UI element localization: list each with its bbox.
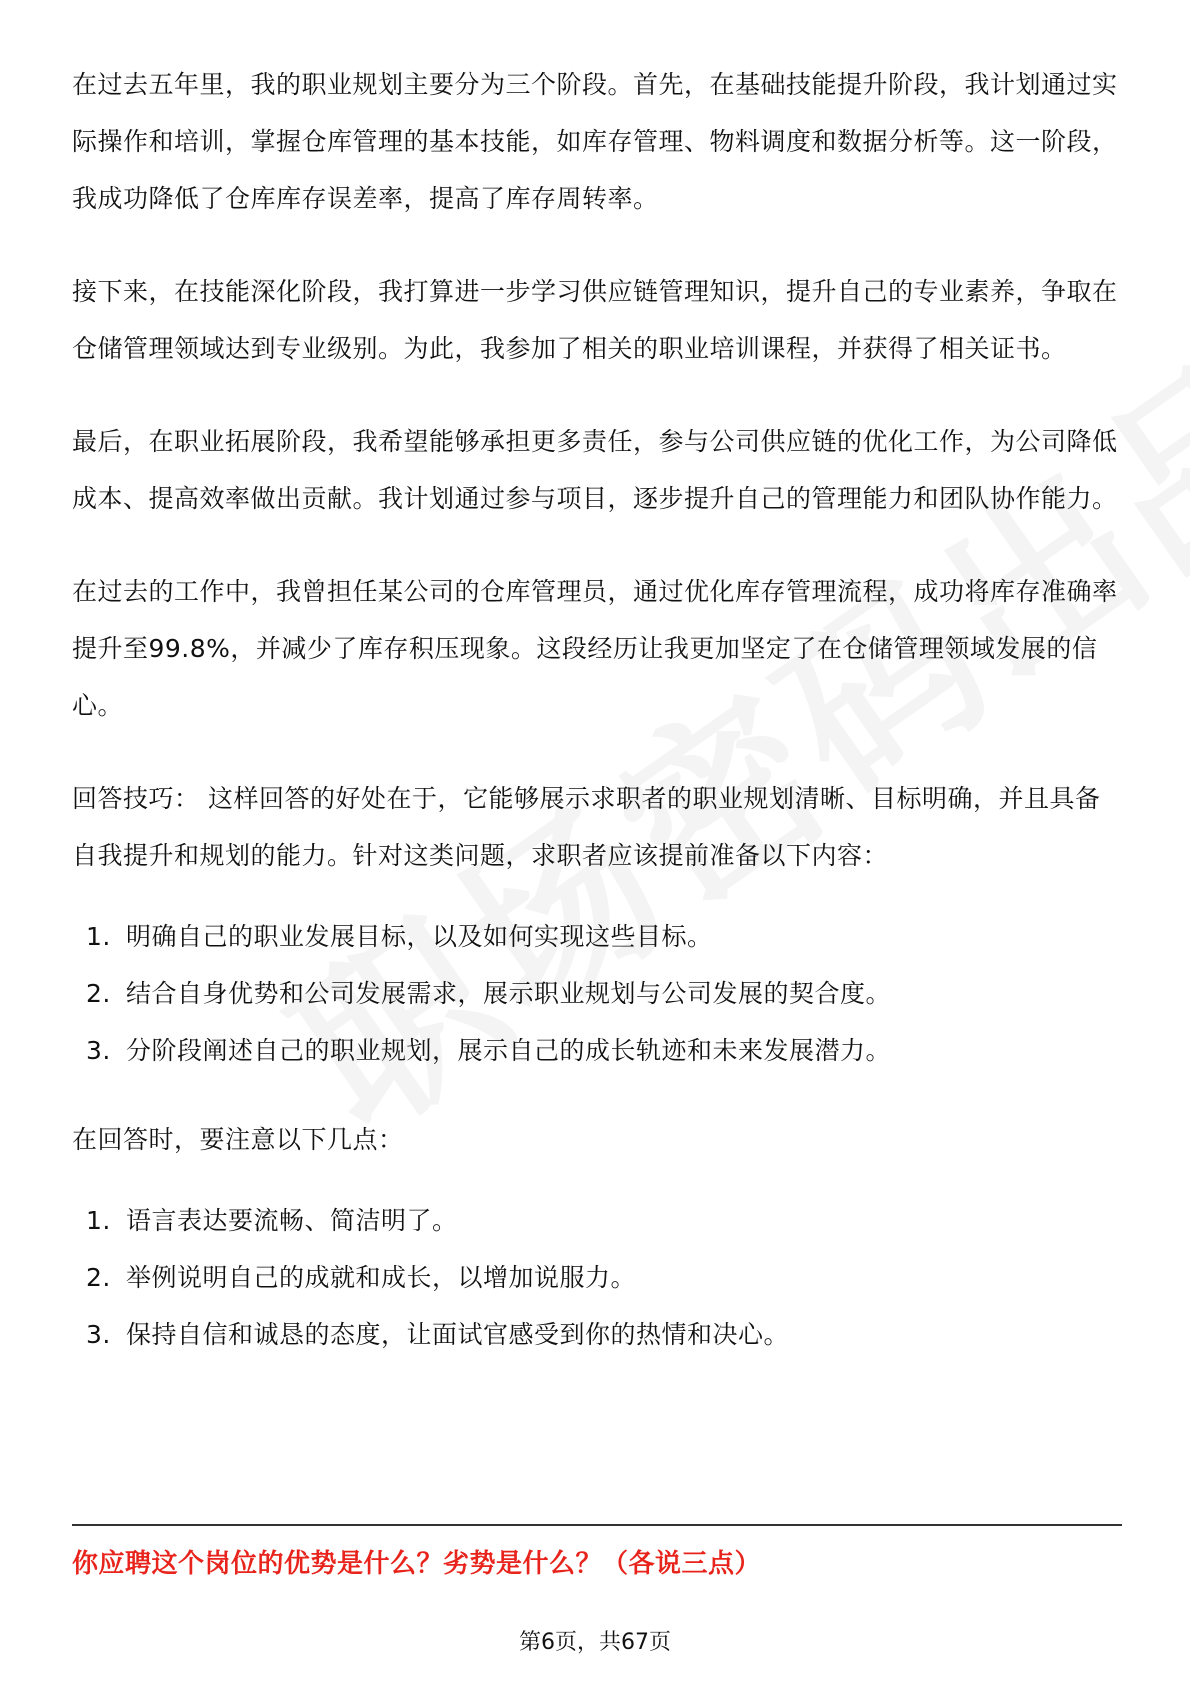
- list-item-text: 保持自信和诚恳的态度，让面试官感受到你的热情和决心。: [126, 1320, 790, 1349]
- list-item-text: 分阶段阐述自己的职业规划，展示自己的成长轨迹和未来发展潜力。: [126, 1036, 892, 1065]
- list-item-number: 3.: [86, 1036, 111, 1065]
- next-question-heading: 你应聘这个岗位的优势是什么？劣势是什么？（各说三点）: [72, 1549, 762, 1579]
- paragraph-answer-tips: 回答技巧： 这样回答的好处在于，它能够展示求职者的职业规划清晰、目标明确，并且具备自我提升和规划的能力。针对这类问题，求职者应该提前准备以下内容：: [72, 784, 1101, 870]
- document-body: [72, 56, 1122, 1395]
- list-item-text: 明确自己的职业发展目标，以及如何实现这些目标。: [126, 922, 713, 951]
- list-item-number: 2.: [86, 979, 111, 1008]
- paragraph-career-expansion: 最后，在职业拓展阶段，我希望能够承担更多责任，参与公司供应链的优化工作，为公司降低成本、提高效率做出贡献。我计划通过参与项目，逐步提升自己的管理能力和团队协作能力。: [72, 427, 1118, 513]
- list-item: [72, 965, 1122, 1022]
- list-item-text: 结合自身优势和公司发展需求，展示职业规划与公司发展的契合度。: [126, 979, 892, 1008]
- list-item-text: 举例说明自己的成就和成长，以增加说服力。: [126, 1263, 637, 1292]
- list-item-number: 3.: [86, 1320, 111, 1349]
- list-item-number: 1.: [86, 1206, 111, 1235]
- list-item-number: 2.: [86, 1263, 111, 1292]
- list-item-text: 语言表达要流畅、简洁明了。: [126, 1206, 458, 1235]
- list-item-number: 1.: [86, 922, 111, 951]
- list-item: [72, 1022, 1122, 1079]
- paragraph-stages-intro: 在过去五年里，我的职业规划主要分为三个阶段。首先，在基础技能提升阶段，我计划通过实际操作和培训，掌握仓库管理的基本技能，如库存管理、物料调度和数据分析等。这一阶段，我成功降低了仓库库存误差率，提高了库存周转率。: [72, 70, 1118, 213]
- page-number: 第6页，共67页: [519, 1630, 671, 1655]
- list-item: [72, 1192, 1122, 1249]
- paragraph-notes-intro: 在回答时，要注意以下几点：: [72, 1125, 404, 1154]
- list-item: [72, 1306, 1122, 1363]
- paragraph-skill-deepening: 接下来，在技能深化阶段，我打算进一步学习供应链管理知识，提升自己的专业素养，争取在仓储管理领域达到专业级别。为此，我参加了相关的职业培训课程，并获得了相关证书。: [72, 277, 1118, 363]
- list-item: [72, 908, 1122, 965]
- paragraph-work-experience: 在过去的工作中，我曾担任某公司的仓库管理员，通过优化库存管理流程，成功将库存准确率提升至99.8%，并减少了库存积压现象。这段经历让我更加坚定了在仓储管理领域发展的信心。: [72, 577, 1118, 720]
- list-item: [72, 1249, 1122, 1306]
- preparation-list: [72, 908, 1122, 1079]
- section-divider: [72, 1524, 1122, 1526]
- notes-list: [72, 1192, 1122, 1363]
